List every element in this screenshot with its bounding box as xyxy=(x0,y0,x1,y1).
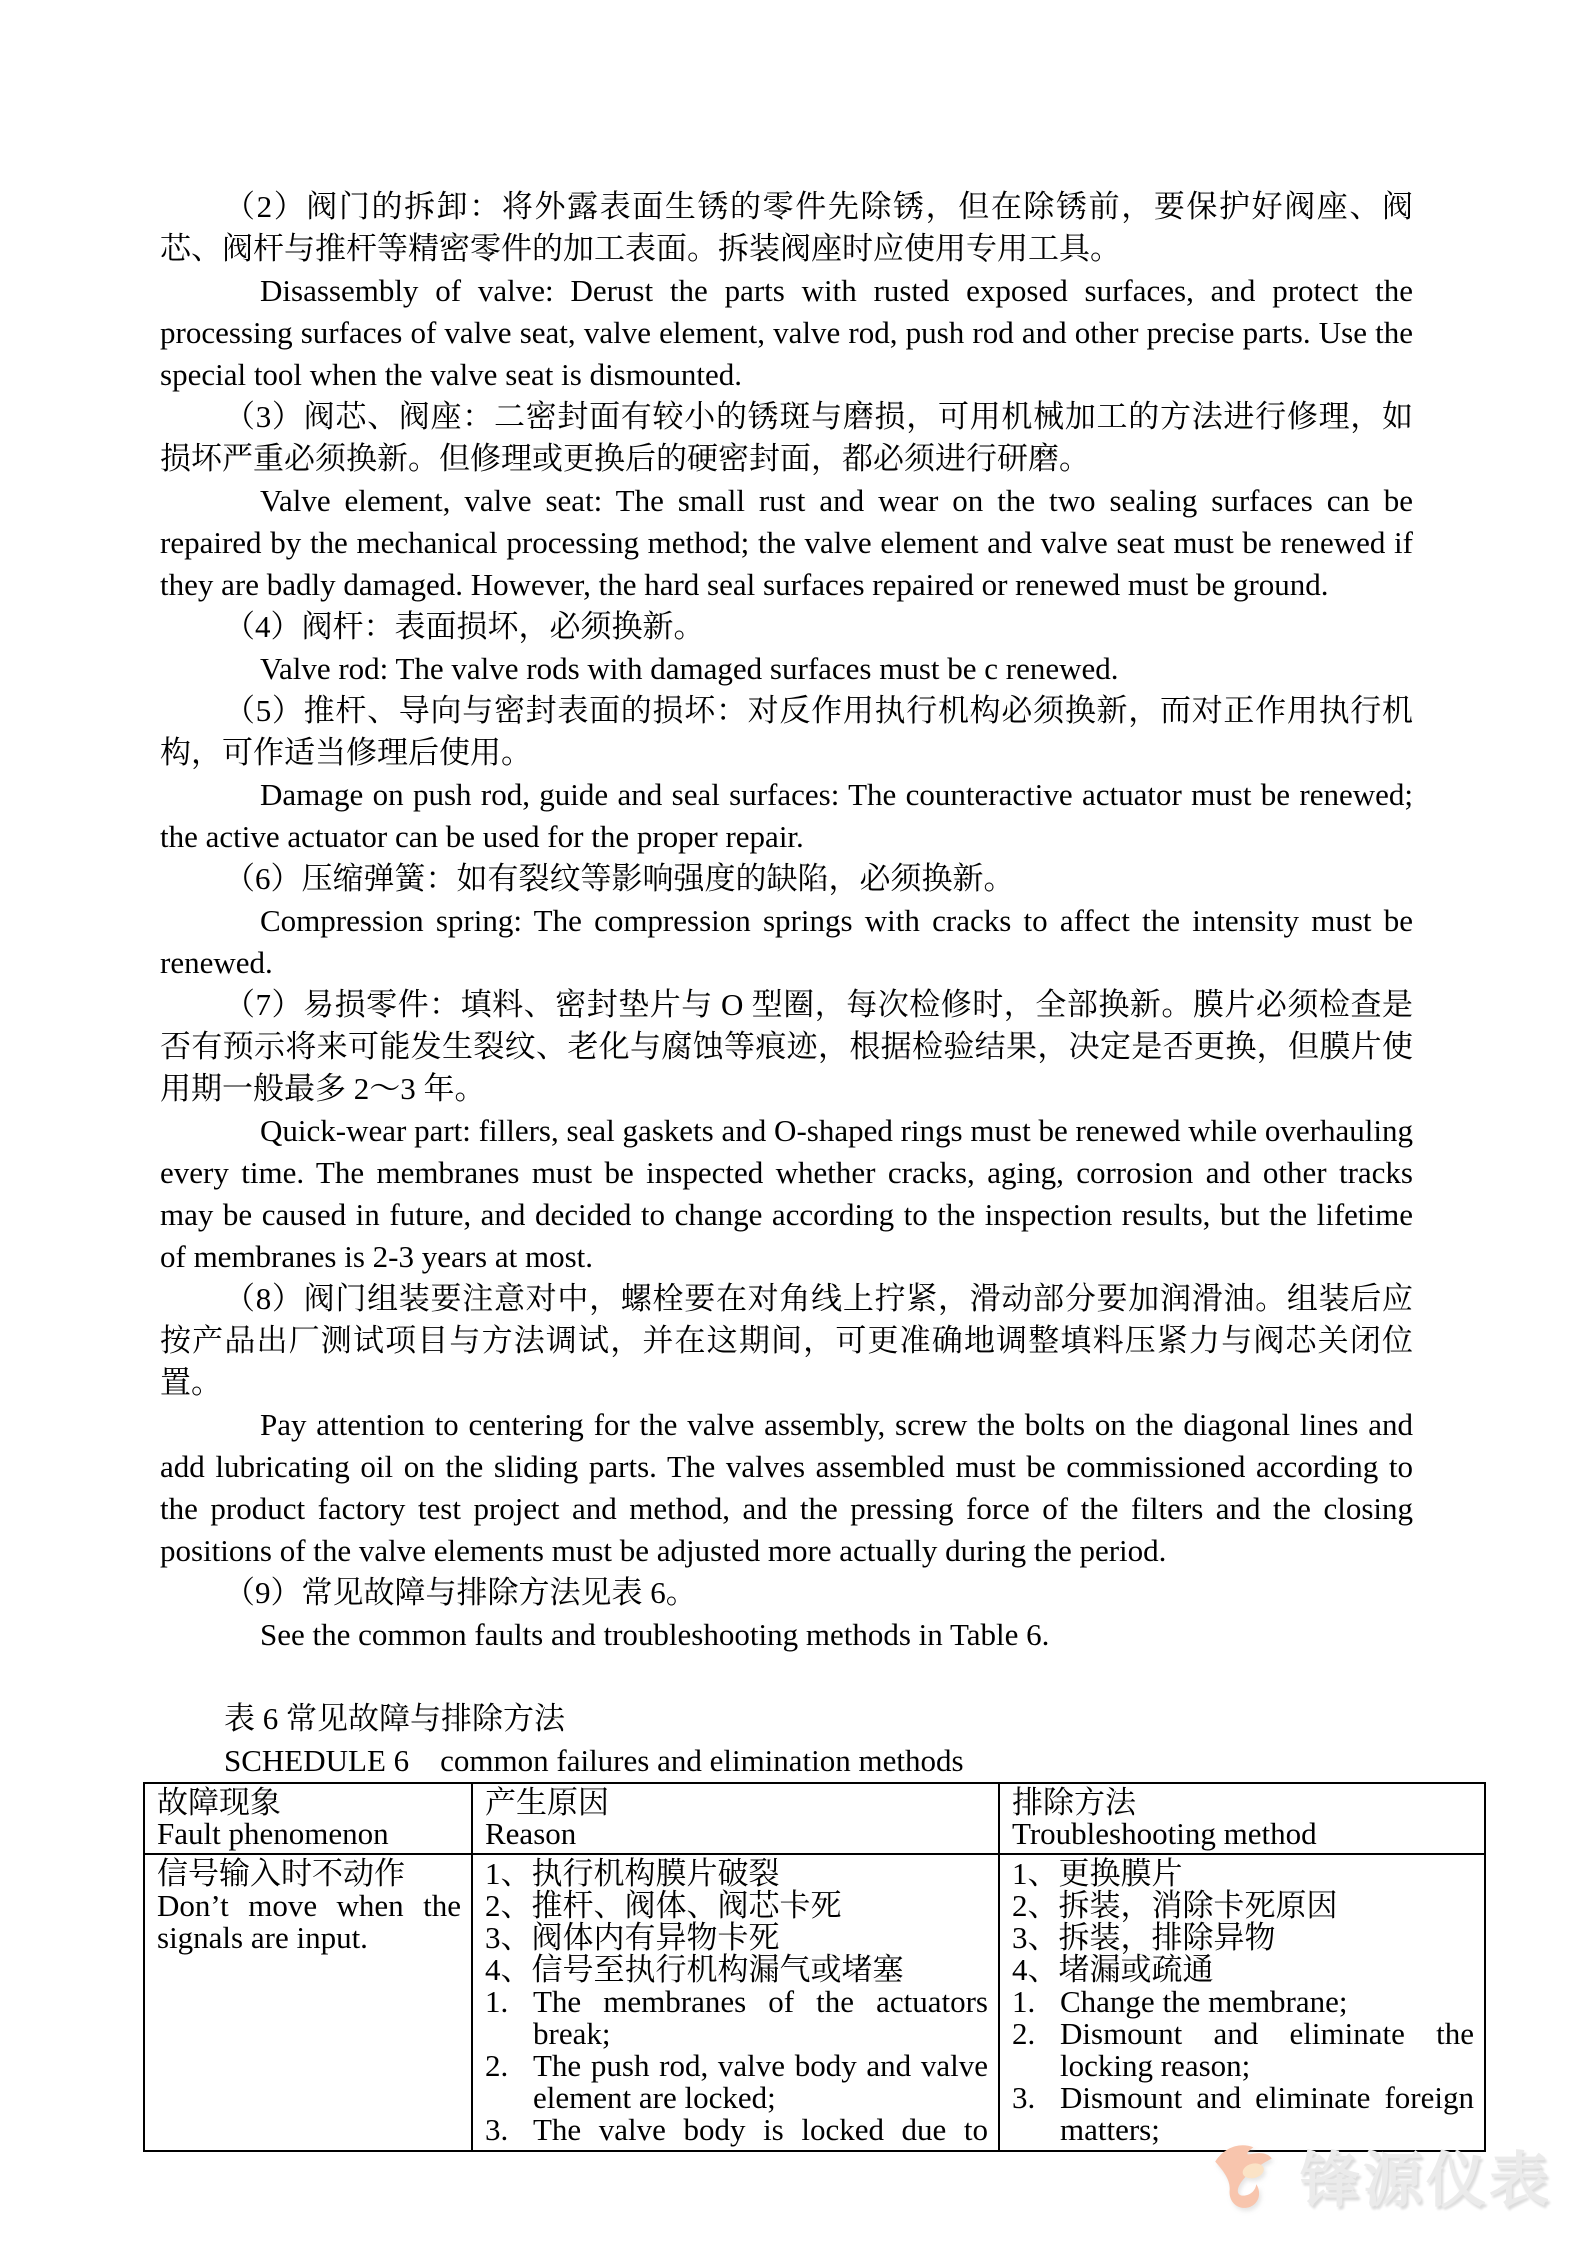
list-number: 3. xyxy=(485,2112,509,2147)
fault-phenomenon-zh: 信号输入时不动作 xyxy=(157,1856,405,1891)
header-reason-en: Reason xyxy=(485,1816,577,1851)
reason-item-zh: 2、推杆、阀体、阀芯卡死 xyxy=(485,1888,842,1923)
paragraph-en-see-table6: See the common faults and troubleshooting methods in Table 6. xyxy=(260,1617,1050,1652)
list-text: The valve body is locked due to xyxy=(533,2112,988,2147)
cell-reason xyxy=(472,1854,999,2151)
list-number: 1. xyxy=(1012,1984,1036,2019)
paragraph-en-valve-assembly: Pay attention to centering for the valve assembly, screw the bolts on the diagonal lines and add lubricating oil on the sliding parts. The valves assembled must be commissioned according to the product factory test project and method, and the pressing force of the filters and the closing positions of the valve elements must be adjusted more actually during the period. xyxy=(160,1407,1413,1568)
table-caption-zh: 表 6 常见故障与排除方法 xyxy=(224,1701,565,1736)
header-reason-zh: 产生原因 xyxy=(485,1785,609,1820)
reason-item-en xyxy=(485,1986,988,2050)
list-text: The membranes of the actuators break; xyxy=(533,1984,988,2051)
fault-phenomenon-en: Don’t move when the signals are input. xyxy=(157,1888,461,1955)
reason-item-zh: 3、阀体内有异物卡死 xyxy=(485,1920,780,1955)
reason-item-zh: 4、信号至执行机构漏气或堵塞 xyxy=(485,1952,904,1987)
method-item-en xyxy=(1012,1986,1474,2018)
header-fault-phenomenon-en: Fault phenomenon xyxy=(157,1816,389,1851)
list-number: 2. xyxy=(1012,2016,1036,2051)
paragraph-zh-valve-assembly: （8）阀门组装要注意对中，螺栓要在对角线上拧紧，滑动部分要加润滑油。组装后应按产品出厂测试项目与方法调试，并在这期间，可更准确地调整填料压紧力与阀芯关闭位置。 xyxy=(160,1281,1413,1400)
cell-fault-phenomenon xyxy=(144,1854,472,2151)
watermark xyxy=(1208,2133,1552,2219)
paragraph-zh-compression-spring: （6）压缩弹簧：如有裂纹等影响强度的缺陷，必须换新。 xyxy=(224,861,1015,896)
paragraph-zh-valve-rod: （4）阀杆：表面损坏，必须换新。 xyxy=(224,609,705,644)
table-caption-en: SCHEDULE 6 common failures and elimination methods xyxy=(224,1743,964,1778)
paragraph-zh-valve-element-seat: （3）阀芯、阀座：二密封面有较小的锈斑与磨损，可用机械加工的方法进行修理，如损坏严重必须换新。但修理或更换后的硬密封面，都必须进行研磨。 xyxy=(160,399,1413,476)
paragraph-zh-push-rod: （5）推杆、导向与密封表面的损坏：对反作用执行机构必须换新，而对正作用执行机构，可作适当修理后使用。 xyxy=(160,693,1413,770)
fault-table-body-row xyxy=(144,1854,1485,2151)
paragraph-en-compression-spring: Compression spring: The compression springs with cracks to affect the intensity must be renewed. xyxy=(160,903,1413,980)
paragraph-zh-see-table6: （9）常见故障与排除方法见表 6。 xyxy=(224,1575,697,1610)
header-troubleshooting-method-en: Troubleshooting method xyxy=(1012,1816,1317,1851)
method-item-zh: 2、拆装，消除卡死原因 xyxy=(1012,1888,1338,1923)
list-text: Dismount and eliminate the locking reason; xyxy=(1060,2016,1474,2083)
logo-swoosh xyxy=(1215,2145,1272,2208)
paragraph-en-valve-rod: Valve rod: The valve rods with damaged surfaces must be c renewed. xyxy=(260,651,1119,686)
reason-item-en xyxy=(485,2114,988,2146)
paragraph-en-valve-element-seat: Valve element, valve seat: The small rust and wear on the two sealing surfaces can be repaired by the mechanical processing method; the valve element and valve seat must be renewed if they are badly damaged. However, the hard seal surfaces repaired or renewed must be ground. xyxy=(160,483,1413,602)
paragraph-en-push-rod: Damage on push rod, guide and seal surfaces: The counteractive actuator must be renewed; the active actuator can be used for the proper repair. xyxy=(160,777,1413,854)
header-troubleshooting-method xyxy=(999,1783,1485,1854)
list-number: 3. xyxy=(1012,2080,1036,2115)
reason-item-zh: 1、执行机构膜片破裂 xyxy=(485,1856,780,1891)
method-item-zh: 4、堵漏或疏通 xyxy=(1012,1952,1214,1987)
reason-item-en xyxy=(485,2050,988,2114)
fengyuan-logo-icon xyxy=(1208,2138,1280,2214)
paragraph-en-quick-wear-part: Quick-wear part: fillers, seal gaskets and O-shaped rings must be renewed while overhauling every time. The membranes must be inspected whether cracks, aging, corrosion and other tracks may be caused in future, and decided to change according to the inspection results, but the lifetime of membranes is 2-3 years at most. xyxy=(160,1113,1413,1274)
list-number: 2. xyxy=(485,2048,509,2083)
method-item-en xyxy=(1012,2018,1474,2082)
list-text: Change the membrane; xyxy=(1060,1984,1348,2019)
list-text: The push rod, valve body and valve element are locked; xyxy=(533,2048,988,2115)
fault-table-header-row xyxy=(144,1783,1485,1854)
header-troubleshooting-method-zh: 排除方法 xyxy=(1012,1785,1136,1820)
paragraph-zh-valve-disassembly: （2）阀门的拆卸：将外露表面生锈的零件先除锈，但在除锈前，要保护好阀座、阀芯、阀杆与推杆等精密零件的加工表面。拆装阀座时应使用专用工具。 xyxy=(160,189,1413,266)
document-body xyxy=(157,186,1474,2152)
list-text: Dismount and eliminate foreign matters; xyxy=(1060,2080,1474,2147)
list-number: 1. xyxy=(485,1984,509,2019)
header-reason xyxy=(472,1783,999,1854)
method-item-zh: 3、拆装，排除异物 xyxy=(1012,1920,1276,1955)
header-fault-phenomenon xyxy=(144,1783,472,1854)
paragraph-zh-quick-wear-part: （7）易损零件：填料、密封垫片与 O 型圈，每次检修时，全部换新。膜片必须检查是否有预示将来可能发生裂纹、老化与腐蚀等痕迹，根据检验结果，决定是否更换，但膜片使用期一般最多 2～3 年。 xyxy=(160,987,1413,1106)
header-fault-phenomenon-zh: 故障现象 xyxy=(157,1785,281,1820)
fault-table xyxy=(143,1782,1486,2152)
method-item-zh: 1、更换膜片 xyxy=(1012,1856,1183,1891)
cell-troubleshooting-method xyxy=(999,1854,1485,2151)
watermark-text: 锋源仪表 xyxy=(1300,2147,1552,2214)
paragraph-en-valve-disassembly: Disassembly of valve: Derust the parts with rusted exposed surfaces, and protect the processing surfaces of valve seat, valve element, valve rod, push rod and other precise parts. Use the special tool when the valve seat is dismounted. xyxy=(160,273,1413,392)
